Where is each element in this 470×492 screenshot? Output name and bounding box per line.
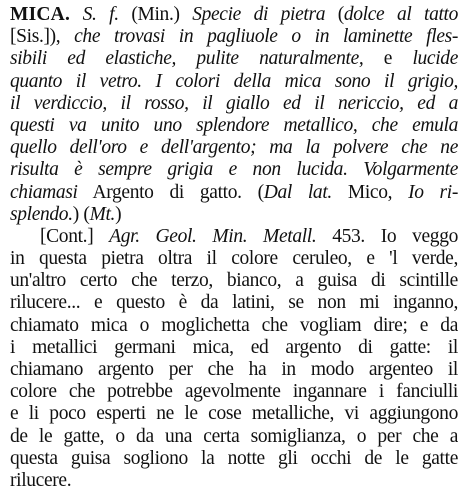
text-run: questa guisa sogliono la notte gli occhi de le gatte [10, 447, 458, 469]
text-line [10, 159, 458, 181]
italic-run: quanto il vetro. I colori della mica sono il grigio, [10, 70, 458, 92]
italic-run: sibili ed elastiche, pulite naturalmente, [10, 48, 364, 70]
italic-run: quello dell'oro e dell'argento; ma la polvere che ne [10, 137, 458, 159]
entry-text [10, 4, 458, 492]
text-line [10, 226, 458, 248]
text-line [10, 204, 458, 226]
text-run: i metallici germani mica, ed argento di gatte: il [10, 336, 458, 358]
text-line [10, 426, 458, 448]
headword: MICA. [10, 4, 71, 25]
text-run: Mico, [331, 181, 409, 203]
text-run: [Cont.] [40, 225, 110, 247]
text-line [10, 337, 458, 359]
italic-run: Agr. Geol. Min. Metall. [109, 225, 317, 247]
italic-run: Dal lat. [263, 181, 332, 203]
text-line [10, 381, 458, 403]
text-line [10, 182, 458, 204]
italic-run: dolce al tatto [343, 4, 458, 25]
text-run: 453. Io veggo [316, 225, 458, 247]
text-line [10, 359, 458, 381]
text-run: e [363, 48, 413, 70]
text-line [10, 292, 458, 314]
text-run: chiamano argento per che ha in modo argenteo il [10, 359, 458, 380]
text-run: Argento di gatto. ( [77, 181, 264, 203]
italic-run: che trovasi in pagliuole o in laminette fles- [74, 26, 458, 48]
italic-run: il verdiccio, il rosso, il giallo ed il nericcio, ed a [10, 92, 458, 114]
text-line [10, 270, 458, 292]
italic-run: Specie di pietra [192, 4, 326, 25]
text-line [10, 48, 458, 70]
italic-run: Io ri- [408, 181, 458, 203]
dictionary-entry [10, 4, 458, 492]
text-line [10, 115, 458, 137]
text-run: ) ( [72, 203, 90, 225]
text-run: [Sis.]), [10, 26, 75, 48]
text-run: ) [115, 203, 122, 225]
text-run: de le gatte, o da una certa somiglianza, o per che a [10, 425, 458, 447]
text-line [10, 448, 458, 470]
text-line [10, 403, 458, 425]
text-line [10, 137, 458, 159]
text-run: colore che potrebbe agevolmente ingannare i fanciulli [10, 381, 458, 403]
text-run: chiamato mica o moglichetta che vogliam dire; e da [10, 314, 458, 336]
text-line [10, 4, 458, 26]
italic-run: Mt. [89, 203, 116, 225]
italic-run: questi va unito uno splendore metallico, che emula [10, 114, 458, 136]
text-run: rilucere. [10, 469, 72, 491]
text-run: in questa pietra oltra il colore ceruleo, e 'l verde, [10, 248, 458, 270]
text-run: (Min.) [118, 4, 193, 25]
italic-run: S. f. [82, 4, 119, 25]
italic-run: splendo. [10, 203, 73, 225]
text-run: un'altro certo che terzo, bianco, a guisa di scintille [10, 270, 458, 292]
text-run [70, 4, 83, 25]
text-line [10, 93, 458, 115]
italic-run: risulta è sempre grigia e non lucida. Volgarmente [10, 159, 458, 181]
text-line [10, 315, 458, 337]
text-run: ( [325, 4, 344, 25]
text-line [10, 71, 458, 93]
text-line [10, 248, 458, 270]
text-run: e li poco esperti ne le cose metalliche, vi aggiungono [10, 403, 458, 425]
text-line [10, 470, 458, 492]
text-line [10, 26, 458, 48]
text-run: rilucere... e questo è da latini, se non mi inganno, [10, 292, 458, 314]
italic-run: lucide [412, 48, 458, 70]
italic-run: chiamasi [10, 181, 78, 203]
